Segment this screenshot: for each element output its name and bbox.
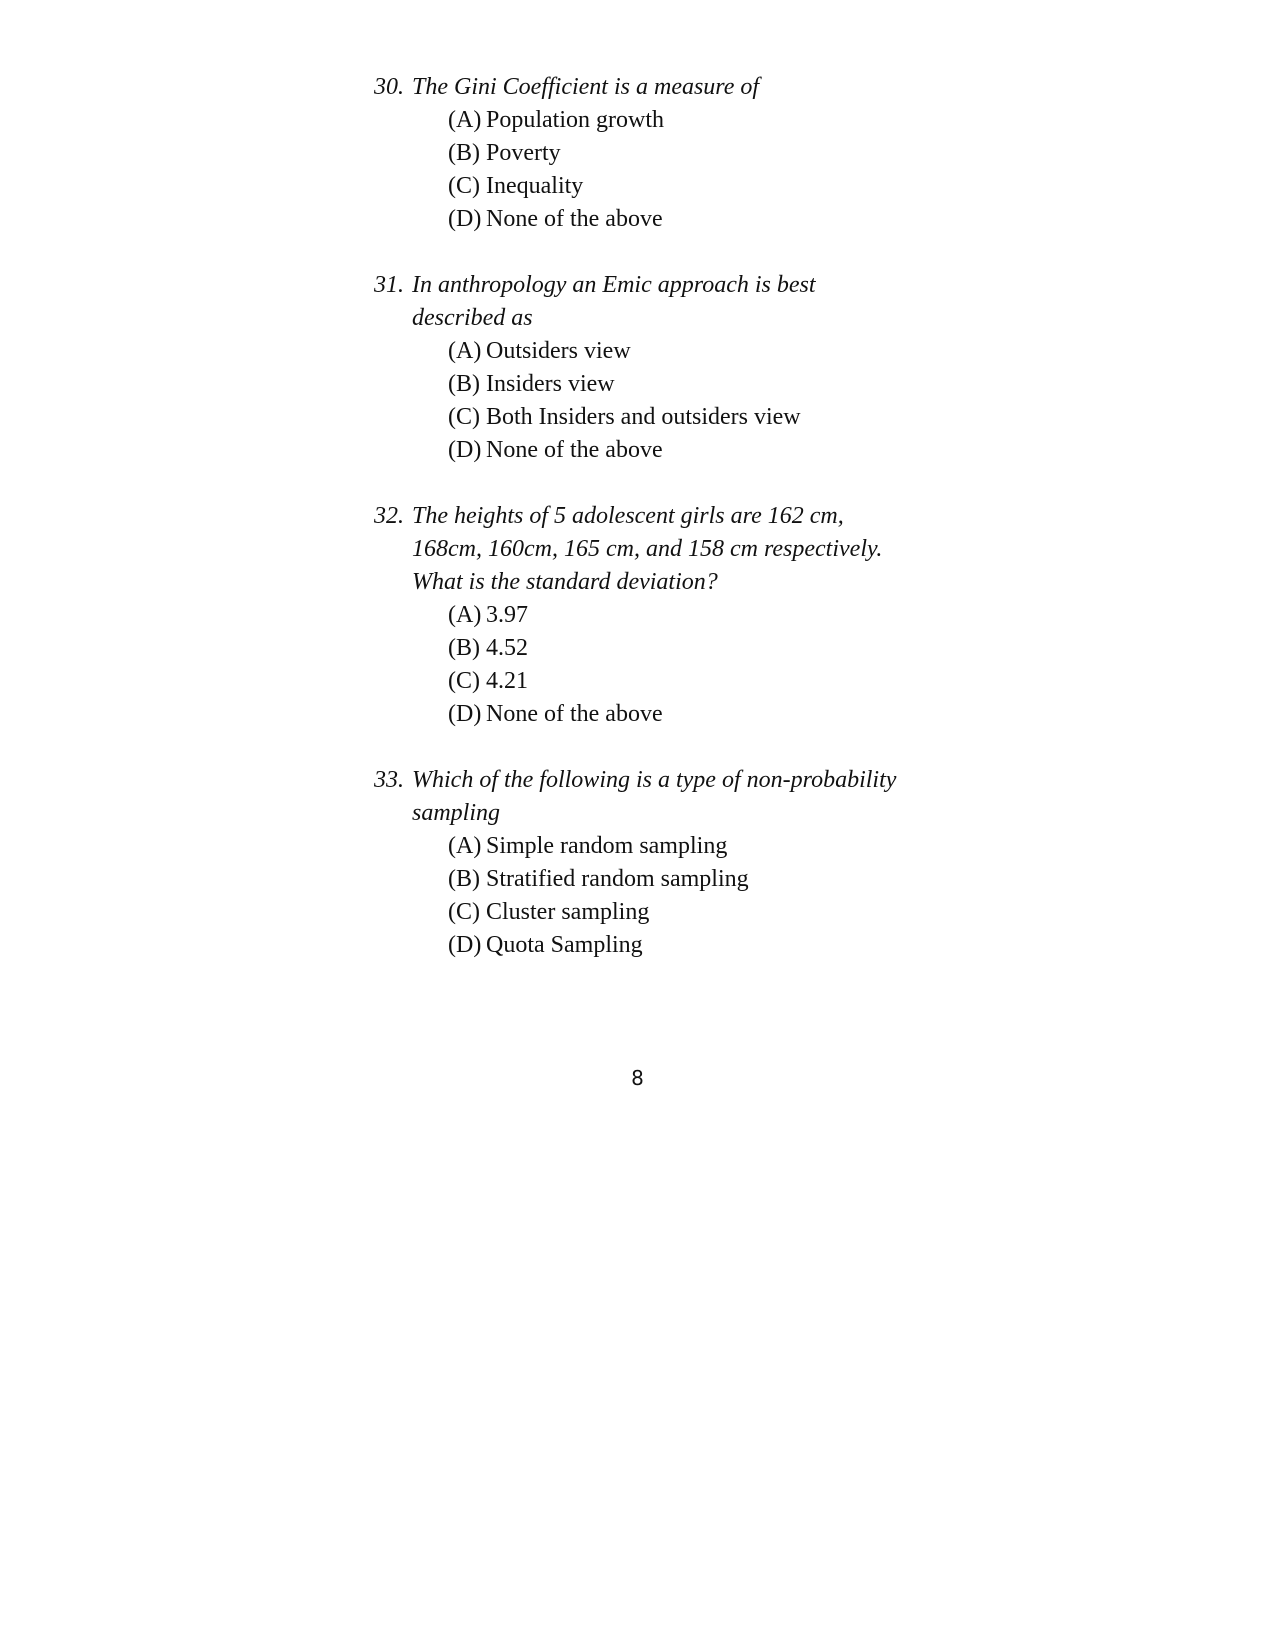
option-a xyxy=(374,335,934,368)
option-list xyxy=(374,830,934,962)
option-list xyxy=(374,335,934,467)
option-d xyxy=(374,203,934,236)
question-stem xyxy=(374,764,934,830)
option-text: Quota Sampling xyxy=(486,932,643,958)
option-list xyxy=(374,599,934,731)
option-text: Cluster sampling xyxy=(486,899,650,925)
question-33 xyxy=(374,764,934,962)
option-text: Both Insiders and outsiders view xyxy=(486,404,801,430)
option-letter: (A) xyxy=(448,602,482,628)
option-text: None of the above xyxy=(486,701,663,727)
option-text: Poverty xyxy=(486,140,561,166)
option-b xyxy=(374,632,934,665)
option-letter: (C) xyxy=(448,404,480,430)
question-stem xyxy=(374,500,934,599)
option-text: 4.21 xyxy=(486,668,528,694)
option-letter: (C) xyxy=(448,668,480,694)
option-c xyxy=(374,665,934,698)
option-c xyxy=(374,896,934,929)
option-a xyxy=(374,830,934,863)
option-b xyxy=(374,137,934,170)
option-text: None of the above xyxy=(486,437,663,463)
option-b xyxy=(374,368,934,401)
option-d xyxy=(374,434,934,467)
option-text: Outsiders view xyxy=(486,338,631,364)
option-text: Inequality xyxy=(486,173,584,199)
option-a xyxy=(374,599,934,632)
option-letter: (A) xyxy=(448,107,482,133)
option-text: Insiders view xyxy=(486,371,615,397)
option-text: Simple random sampling xyxy=(486,833,728,859)
option-letter: (B) xyxy=(448,140,480,166)
option-letter: (A) xyxy=(448,833,482,859)
question-number: 30. xyxy=(374,74,404,100)
option-letter: (C) xyxy=(448,173,480,199)
option-letter: (A) xyxy=(448,338,482,364)
option-text: 3.97 xyxy=(486,602,528,628)
option-text: Population growth xyxy=(486,107,664,133)
question-30 xyxy=(374,71,934,236)
option-d xyxy=(374,929,934,962)
option-c xyxy=(374,170,934,203)
question-number: 33. xyxy=(374,767,404,793)
option-letter: (D) xyxy=(448,701,482,727)
question-text: Which of the following is a type of non-probability sampling xyxy=(412,767,897,826)
question-text: The Gini Coefficient is a measure of xyxy=(412,74,760,100)
question-31 xyxy=(374,269,934,467)
option-text: 4.52 xyxy=(486,635,528,661)
option-b xyxy=(374,863,934,896)
question-text: In anthropology an Emic approach is best described as xyxy=(412,272,816,331)
option-list xyxy=(374,104,934,236)
option-a xyxy=(374,104,934,137)
question-stem xyxy=(374,71,934,104)
question-32 xyxy=(374,500,934,731)
option-letter: (D) xyxy=(448,437,482,463)
option-d xyxy=(374,698,934,731)
question-stem xyxy=(374,269,934,335)
option-letter: (D) xyxy=(448,932,482,958)
question-number: 31. xyxy=(374,272,404,298)
page-number: 8 xyxy=(631,1066,644,1090)
option-text: Stratified random sampling xyxy=(486,866,749,892)
option-letter: (B) xyxy=(448,371,480,397)
option-text: None of the above xyxy=(486,206,663,232)
question-text: The heights of 5 adolescent girls are 162 cm, 168cm, 160cm, 165 cm, and 158 cm respectively. What is the standard deviation? xyxy=(412,503,883,595)
option-c xyxy=(374,401,934,434)
option-letter: (C) xyxy=(448,899,480,925)
option-letter: (B) xyxy=(448,635,480,661)
option-letter: (D) xyxy=(448,206,482,232)
question-number: 32. xyxy=(374,503,404,529)
option-letter: (B) xyxy=(448,866,480,892)
